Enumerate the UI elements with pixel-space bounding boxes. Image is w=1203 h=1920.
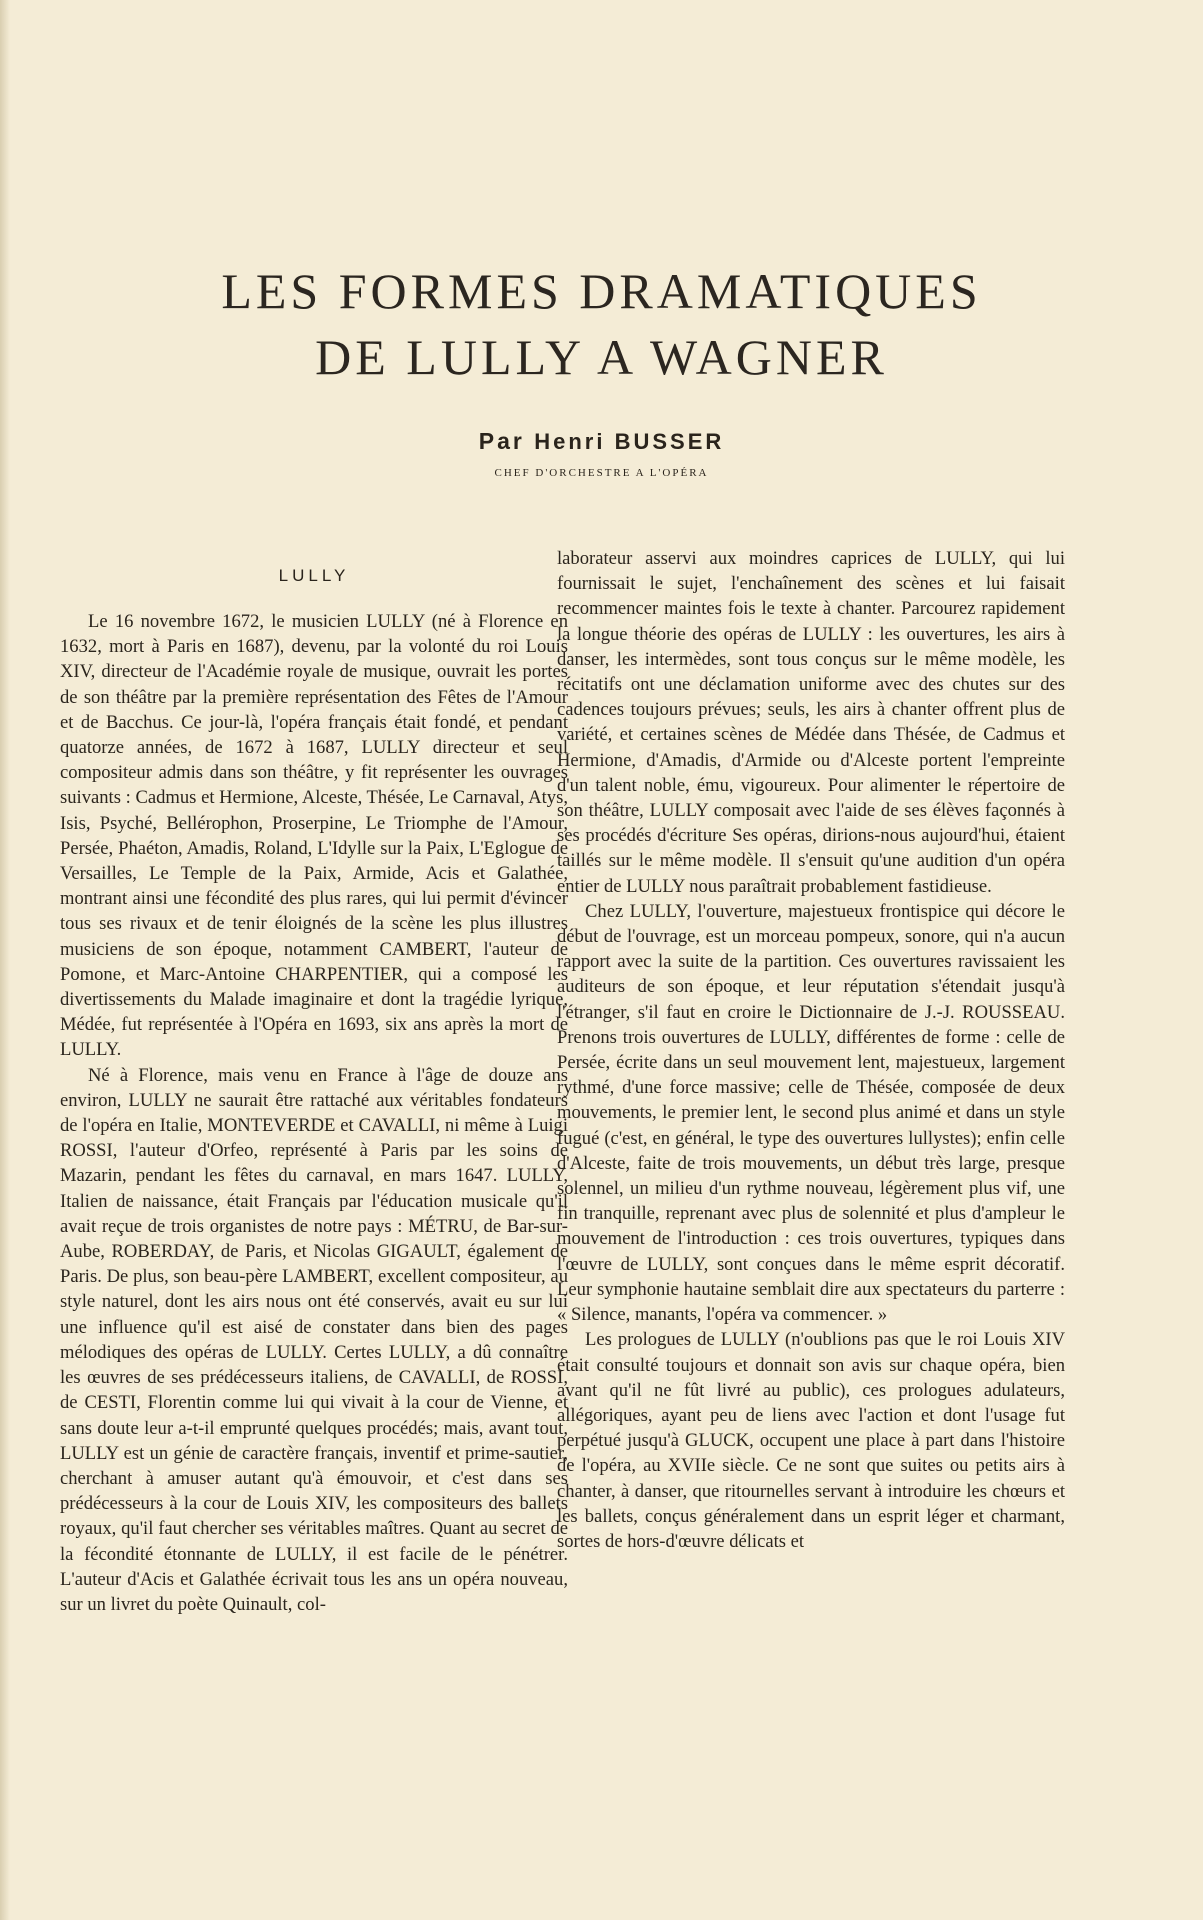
left-column xyxy=(60,564,568,1617)
byline xyxy=(0,428,1203,455)
right-column xyxy=(557,546,1065,1554)
article-title-line-2: DE LULLY A WAGNER xyxy=(315,329,888,385)
paragraph: Les prologues de LULLY (n'oublions pas que le roi Louis XIV était consulté toujours et donnait son avis sur chaque opéra, bien avant qu'il ne fût livré au public), ces prologues adulateurs, allégoriques, ayant peu de liens avec l'action et dont l'usage fut perpétué jusqu'à GLUCK, occupent une place à part dans l'histoire de l'opéra, au XVIIe siècle. Ce ne sont que suites ou petits airs à chanter, à danser, que ritournelles servant à introduire les chœurs et les ballets, conçus généralement dans un esprit léger et charmant, sortes de hors-d'œuvre délicats et xyxy=(557,1329,1065,1552)
title-block xyxy=(0,258,1203,479)
paragraph: Chez LULLY, l'ouverture, majestueux frontispice qui décore le début de l'ouvrage, est un morceau pompeux, sonore, qui n'a aucun rapport avec la suite de la partition. Ces ouvertures ravissaient les auditeurs de son époque, et leur réputation s'étendait jusqu'à l'étranger, s'il faut en croire le Dictionnaire de J.-J. ROUSSEAU. Prenons trois ouvertures de LULLY, différentes de forme : celle de Persée, écrite dans un seul mouvement lent, majestueux, largement rythmé, d'une force massive; celle de Thésée, composée de deux mouvements, le premier lent, le second plus animé et dans un style fugué (c'est, en général, le type des ouvertures lullystes); enfin celle d'Alceste, faite de trois mouvements, un début très large, presque solennel, un milieu d'un rythme nouveau, légèrement plus vif, une fin tranquille, reprenant avec plus de solennité et plus d'ampleur le mouvement de l'introduction : ces trois ouvertures, typiques dans l'œuvre de LULLY, sont conçues dans le même esprit décoratif. Leur symphonie hautaine semblait dire aux spectateurs du parterre : « Silence, manants, l'opéra va commencer. » xyxy=(557,900,1065,1326)
paragraph: laborateur asservi aux moindres caprices de LULLY, qui lui fournissait le sujet, l'enchaînement des scènes et lui faisait recommencer maintes fois le texte à chanter. Parcourez rapidement la longue théorie des opéras de LULLY : les ouvertures, les airs à danser, les intermèdes, sont tous conçus sur le même modèle, les récitatifs ont une déclamation uniforme avec des chutes sur des cadences toujours prévues; seuls, les airs à chanter offrent plus de variété, et certaines scènes de Médée dans Thésée, de Cadmus et Hermione, d'Amadis, d'Armide ou d'Alceste portent l'empreinte d'un talent noble, ému, vigoureux. Pour alimenter le répertoire de son théâtre, LULLY composait avec l'aide de ses élèves façonnés à ses procédés d'écriture Ses opéras, dirions-nous aujourd'hui, étaient taillés sur le même modèle. Il s'ensuit qu'une audition d'un opéra entier de LULLY nous paraîtrait probablement fastidieuse. xyxy=(557,548,1065,897)
paragraph: Né à Florence, mais venu en France à l'âge de douze ans environ, LULLY ne saurait être rattaché aux véritables fondateurs de l'opéra en Italie, MONTEVERDE et CAVALLI, ni même à Luigi ROSSI, l'auteur d'Orfeo, représenté à Paris par les soins de Mazarin, pendant les fêtes du carnaval, en mars 1647. LULLY, Italien de naissance, était Français par l'éducation musicale qu'il avait reçue de trois organistes de notre pays : MÉTRU, de Bar-sur-Aube, ROBERDAY, de Paris, et Nicolas GIGAULT, également de Paris. De plus, son beau-père LAMBERT, excellent compositeur, au style naturel, dont les airs nous ont été conservés, avait eu sur lui une influence qu'il est aisé de constater dans bien des pages mélodiques des opéras de LULLY. Certes LULLY, a dû connaître les œuvres de ses prédécesseurs italiens, de CAVALLI, de ROSSI, de CESTI, Florentin comme lui qui vivait à la cour de Vienne, et sans doute leur a-t-il emprunté quelques procédés; mais, avant tout, LULLY est un génie de caractère français, inventif et prime-sautier, cherchant à amuser autant qu'à émouvoir, et c'est dans ses prédécesseurs à la cour de Louis XIV, les compositeurs des ballets royaux, qu'il faut chercher ses véritables maîtres. Quant au secret de la fécondité étonnante de LULLY, il est facile de le pénétrer. L'auteur d'Acis et Galathée écrivait tous les ans un opéra nouveau, sur un livret du poète Quinault, col- xyxy=(60,1064,568,1615)
byline-prefix: Par xyxy=(478,428,525,454)
author-role: CHEF D'ORCHESTRE A L'OPÉRA xyxy=(494,467,709,479)
author-name: Henri BUSSER xyxy=(534,429,725,454)
section-heading: LULLY xyxy=(278,566,350,585)
paragraph: Le 16 novembre 1672, le musicien LULLY (né à Florence en 1632, mort à Paris en 1687), devenu, par la volonté du roi Louis XIV, directeur de l'Académie royale de musique, ouvrait les portes de son théâtre par la première représentation des Fêtes de l'Amour et de Bacchus. Ce jour-là, l'opéra français était fondé, et pendant quatorze années, de 1672 à 1687, LULLY directeur et seul compositeur admis dans son théâtre, y fit représenter les ouvrages suivants : Cadmus et Hermione, Alceste, Thésée, Le Carnaval, Atys, Isis, Psyché, Bellérophon, Proserpine, Le Triomphe de l'Amour, Persée, Phaéton, Amadis, Roland, L'Idylle sur la Paix, L'Eglogue de Versailles, Le Temple de la Paix, Armide, Acis et Galathée, montrant ainsi une fécondité des plus rares, qui lui permit d'évincer tous ses rivaux et de tenir éloignés de la scène les plus illustres musiciens de son époque, notamment CAMBERT, l'auteur de Pomone, et Marc-Antoine CHARPENTIER, qui a composé les divertissements du Malade imaginaire et dont la tragédie lyrique, Médée, fut représentée à l'Opéra en 1693, six ans après la mort de LULLY. xyxy=(60,611,568,1061)
article-title-line-1: LES FORMES DRAMATIQUES xyxy=(221,263,982,319)
